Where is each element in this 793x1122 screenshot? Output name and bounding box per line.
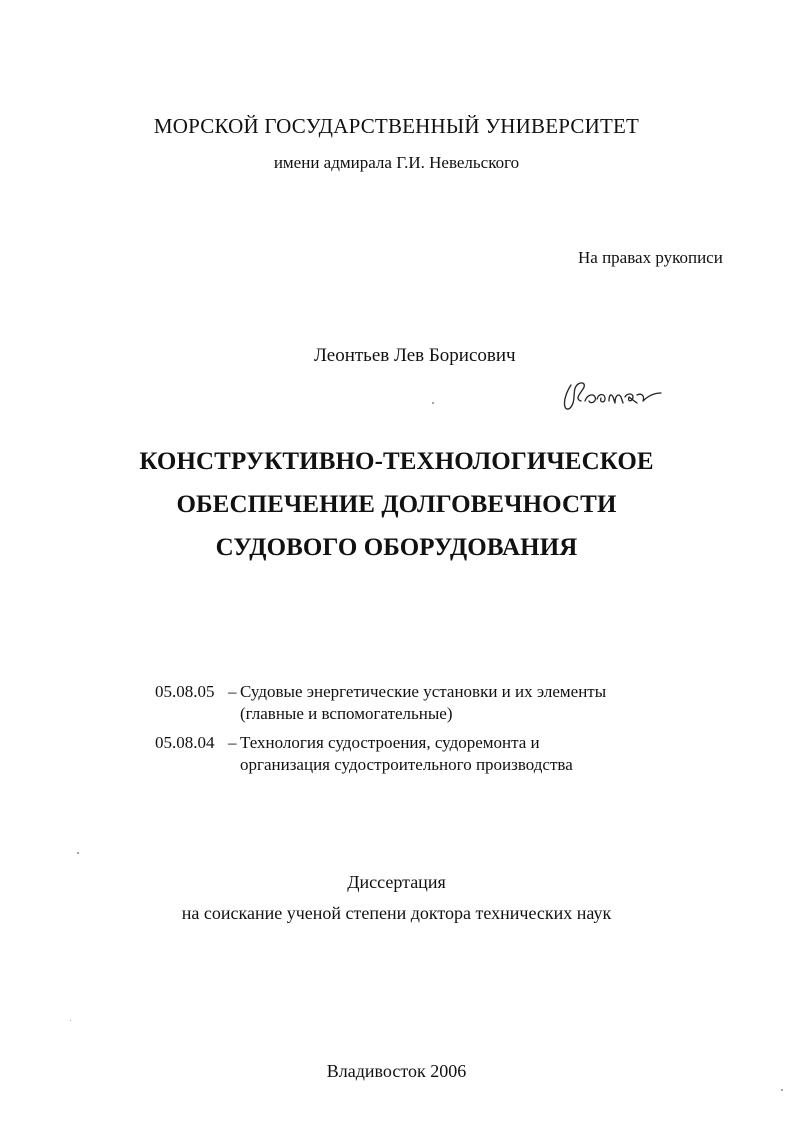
city-and-year: Владивосток 2006 <box>326 1061 467 1081</box>
degree-description: на соискание ученой степени доктора технических наук <box>181 903 612 923</box>
scan-speck <box>70 1020 71 1021</box>
dissertation-title-line-2: ОБЕСПЕЧЕНИЕ ДОЛГОВЕЧНОСТИ <box>176 491 617 518</box>
scan-speck <box>77 852 79 854</box>
scan-speck <box>781 1089 783 1091</box>
university-name: МОРСКОЙ ГОСУДАРСТВЕННЫЙ УНИВЕРСИТЕТ <box>153 114 640 138</box>
specialty-name-continued: (главные и вспомогательные) <box>240 704 453 723</box>
scan-speck <box>432 402 434 404</box>
rights-note: На правах рукописи <box>578 248 723 267</box>
author-name: Леонтьев Лев Борисович <box>314 345 516 366</box>
specialty-dash: – <box>228 733 237 752</box>
handwritten-signature <box>557 373 677 415</box>
specialty-name-continued: организация судостроительного производства <box>240 755 573 774</box>
university-named-after: имени адмирала Г.И. Невельского <box>273 153 520 172</box>
dissertation-title-line-3: СУДОВОГО ОБОРУДОВАНИЯ <box>215 534 578 561</box>
specialty-name: Технология судостроения, судоремонта и <box>240 733 540 752</box>
specialty-code: 05.08.04 <box>155 733 215 752</box>
specialty-code: 05.08.05 <box>155 682 215 701</box>
specialty-dash: – <box>228 682 237 701</box>
specialty-name: Судовые энергетические установки и их элементы <box>240 682 607 701</box>
dissertation-title-line-1: КОНСТРУКТИВНО-ТЕХНОЛОГИЧЕСКОЕ <box>139 448 654 475</box>
dissertation-label: Диссертация <box>347 872 446 892</box>
